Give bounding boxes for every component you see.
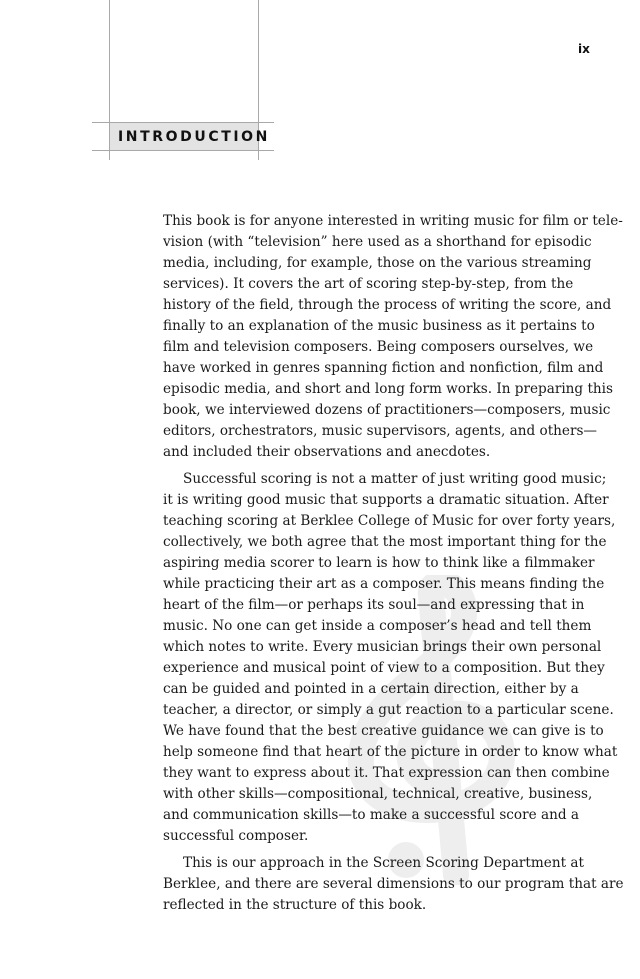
text-line: and included their observations and anecdotes. [163, 444, 491, 460]
text-line: history of the field, through the process of writing the score, and [163, 297, 612, 313]
text-line: it is writing good music that supports a dramatic situation. After [163, 492, 609, 508]
text-line: which notes to write. Every musician brings their own personal [163, 639, 602, 655]
text-line: This is our approach in the Screen Scoring Department at [183, 855, 584, 871]
text-line: editors, orchestrators, music supervisors, agents, and others— [163, 423, 598, 439]
text-line: help someone find that heart of the picture in order to know what [163, 744, 618, 760]
text-line: collectively, we both agree that the most important thing for the [163, 534, 607, 550]
decorative-rule-horizontal-top [92, 122, 274, 123]
text-line: Successful scoring is not a matter of just writing good music; [183, 471, 607, 487]
text-line: episodic media, and short and long form works. In preparing this [163, 381, 614, 397]
text-line: have worked in genres spanning fiction and nonfiction, film and [163, 360, 604, 376]
text-line: Berklee, and there are several dimensions to our program that are [163, 876, 624, 892]
text-line: heart of the film—or perhaps its soul—and expressing that in [163, 597, 585, 613]
text-line: aspiring media scorer to learn is how to think like a filmmaker [163, 555, 595, 571]
text-line: and communication skills—to make a successful score and a [163, 807, 579, 823]
text-line: We have found that the best creative guidance we can give is to [163, 723, 604, 739]
text-line: can be guided and pointed in a certain direction, either by a [163, 681, 579, 697]
text-line: This book is for anyone interested in writing music for film or tele- [163, 213, 623, 229]
text-line: book, we interviewed dozens of practitioners—composers, music [163, 402, 611, 418]
paragraph [163, 853, 624, 916]
text-line: while practicing their art as a composer. This means finding the [163, 576, 605, 592]
text-line: vision (with “television” here used as a shorthand for episodic [163, 234, 592, 250]
text-line: services). It covers the art of scoring step-by-step, from the [163, 276, 574, 292]
text-line: teacher, a director, or simply a gut reaction to a particular scene. [163, 702, 614, 718]
paragraph [163, 211, 623, 463]
text-line: film and television composers. Being composers ourselves, we [163, 339, 594, 355]
text-line: teaching scoring at Berklee College of Music for over forty years, [163, 513, 616, 529]
body-text [163, 211, 624, 922]
text-line: reflected in the structure of this book. [163, 897, 427, 913]
page-number: ix [578, 42, 590, 56]
text-line: media, including, for example, those on the various streaming [163, 255, 592, 271]
text-line: successful composer. [163, 828, 309, 844]
text-line: they want to express about it. That expression can then combine [163, 765, 610, 781]
chapter-title: INTRODUCTION [118, 129, 270, 145]
text-line: with other skills—compositional, technical, creative, business, [163, 786, 593, 802]
decorative-rule-horizontal-bottom [92, 150, 274, 151]
text-line: finally to an explanation of the music business as it pertains to [163, 318, 595, 334]
text-line: music. No one can get inside a composer’s head and tell them [163, 618, 592, 634]
text-line: experience and musical point of view to a composition. But they [163, 660, 605, 676]
paragraph [163, 469, 618, 847]
